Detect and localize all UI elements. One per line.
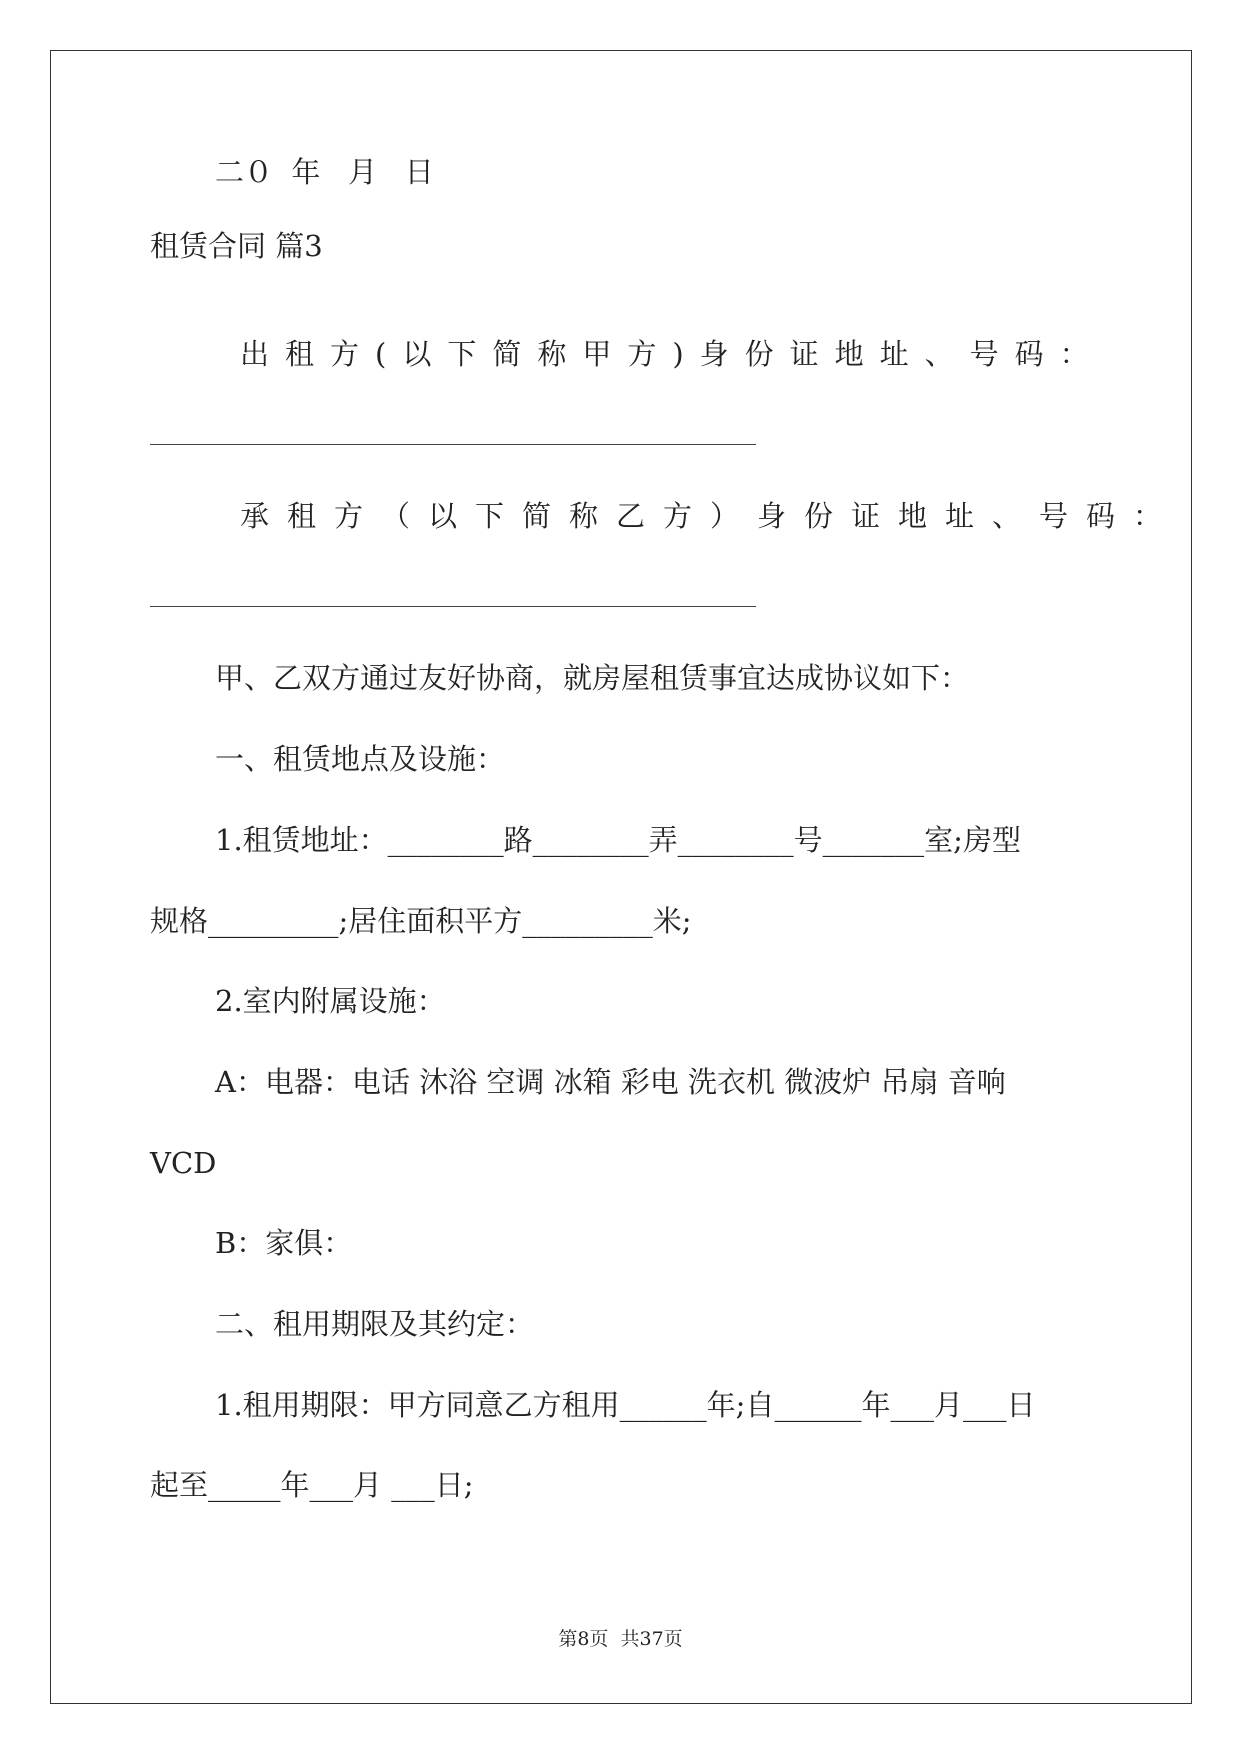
item1-spec-line: 规格_________;居住面积平方_________米;: [150, 904, 692, 938]
item2a-continued: VCD: [150, 1146, 217, 1180]
date-line: 二０ 年 月 日: [215, 155, 434, 189]
lessor-blank-line: [150, 444, 756, 445]
lessee-label: 承租方（以下简称乙方）身份证地址、号码：: [240, 499, 1181, 533]
heading-two: 二、租用期限及其约定：: [215, 1307, 535, 1341]
lessor-label: 出租方(以下简称甲方)身份证地址、号码：: [240, 337, 1105, 371]
term-line: 1.租用期限：甲方同意乙方租用______年;自______年___月___日: [215, 1388, 1036, 1422]
intro-paragraph: 甲、乙双方通过友好协商，就房屋租赁事宜达成协议如下：: [215, 661, 970, 695]
page-border: [50, 50, 1192, 1704]
term-line-continued: 起至_____年___月 ___日;: [150, 1468, 474, 1502]
item1-address-line: 1.租赁地址：________路________弄________号_______室;房型: [215, 823, 1021, 857]
page-footer: 第8页 共37页: [558, 1628, 683, 1650]
item2a-appliances: A：电器：电话 沐浴 空调 冰箱 彩电 洗衣机 微波炉 吊扇 音响: [215, 1065, 1006, 1099]
item2b-furniture: B：家俱：: [215, 1226, 353, 1260]
item2-facilities: 2.室内附属设施：: [215, 984, 446, 1018]
section-title: 租赁合同 篇3: [150, 229, 323, 263]
lessee-blank-line: [150, 606, 756, 607]
heading-one: 一、租赁地点及设施：: [215, 742, 506, 776]
